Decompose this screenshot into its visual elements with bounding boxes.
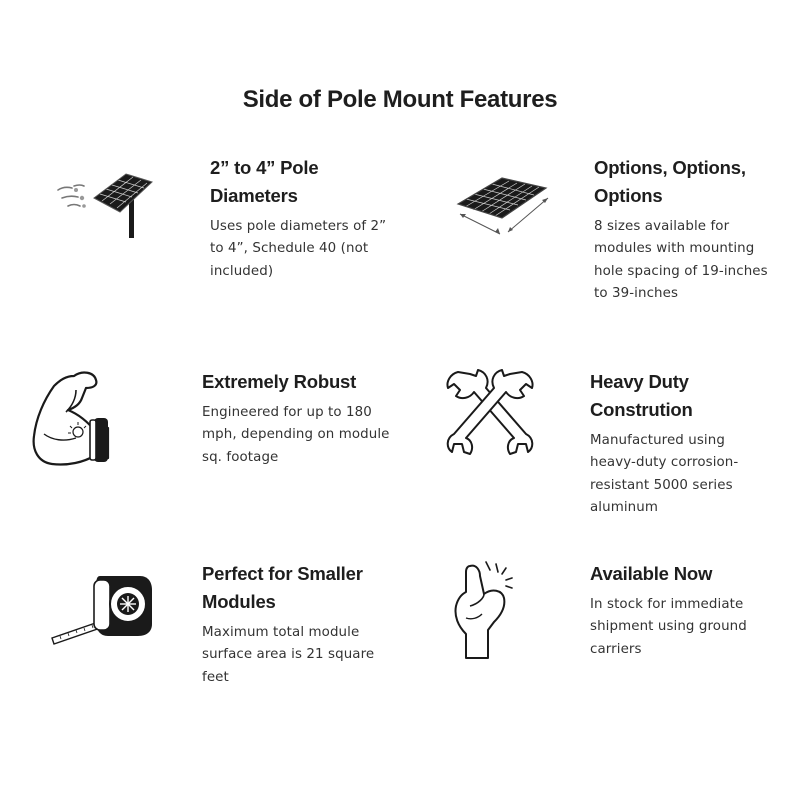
feature-heading-line: Modules: [202, 591, 276, 612]
feature-description: In stock for immediate shipment using ground carriers: [590, 597, 747, 657]
crossed-wrenches-icon: [444, 368, 536, 466]
feature-heading-line: Options, Options,: [594, 157, 746, 178]
solar-panel-sizes-icon: [452, 174, 552, 248]
solar-panel-pole-icon: [54, 168, 158, 240]
feature-description: Manufactured using heavy-duty corrosion-resistant 5000 series aluminum: [590, 433, 739, 516]
flexed-arm-icon: [30, 368, 116, 466]
feature-description: Uses pole diameters of 2” to 4”, Schedule 40 (not included): [210, 219, 387, 279]
feature-heading: [202, 368, 422, 396]
feature-heading: [210, 154, 410, 210]
feature-description: 8 sizes available for modules with mounting hole spacing of 19-inches to 39-inches: [594, 219, 768, 302]
tape-measure-icon: [50, 568, 154, 646]
feature-heading-line: Heavy Duty: [590, 371, 689, 392]
feature-heading-line: Perfect for Smaller: [202, 563, 363, 584]
feature-heading-line: Options: [594, 185, 663, 206]
feature-heading-line: Diameters: [210, 185, 298, 206]
feature-heading: [590, 560, 790, 588]
feature-heading: [594, 154, 794, 210]
feature-heading: [590, 368, 790, 424]
feature-description: Engineered for up to 180 mph, depending on module sq. footage: [202, 405, 390, 465]
feature-description: Maximum total module surface area is 21 square feet: [202, 625, 375, 685]
feature-heading-line: Extremely Robust: [202, 371, 357, 392]
feature-heading: [202, 560, 422, 616]
feature-heading-line: Available Now: [590, 563, 713, 584]
feature-heading-line: 2” to 4” Pole: [210, 157, 319, 178]
page-title: Side of Pole Mount Features: [242, 86, 558, 113]
feature-heading-line: Constrution: [590, 399, 693, 420]
finger-snap-icon: [452, 558, 524, 662]
